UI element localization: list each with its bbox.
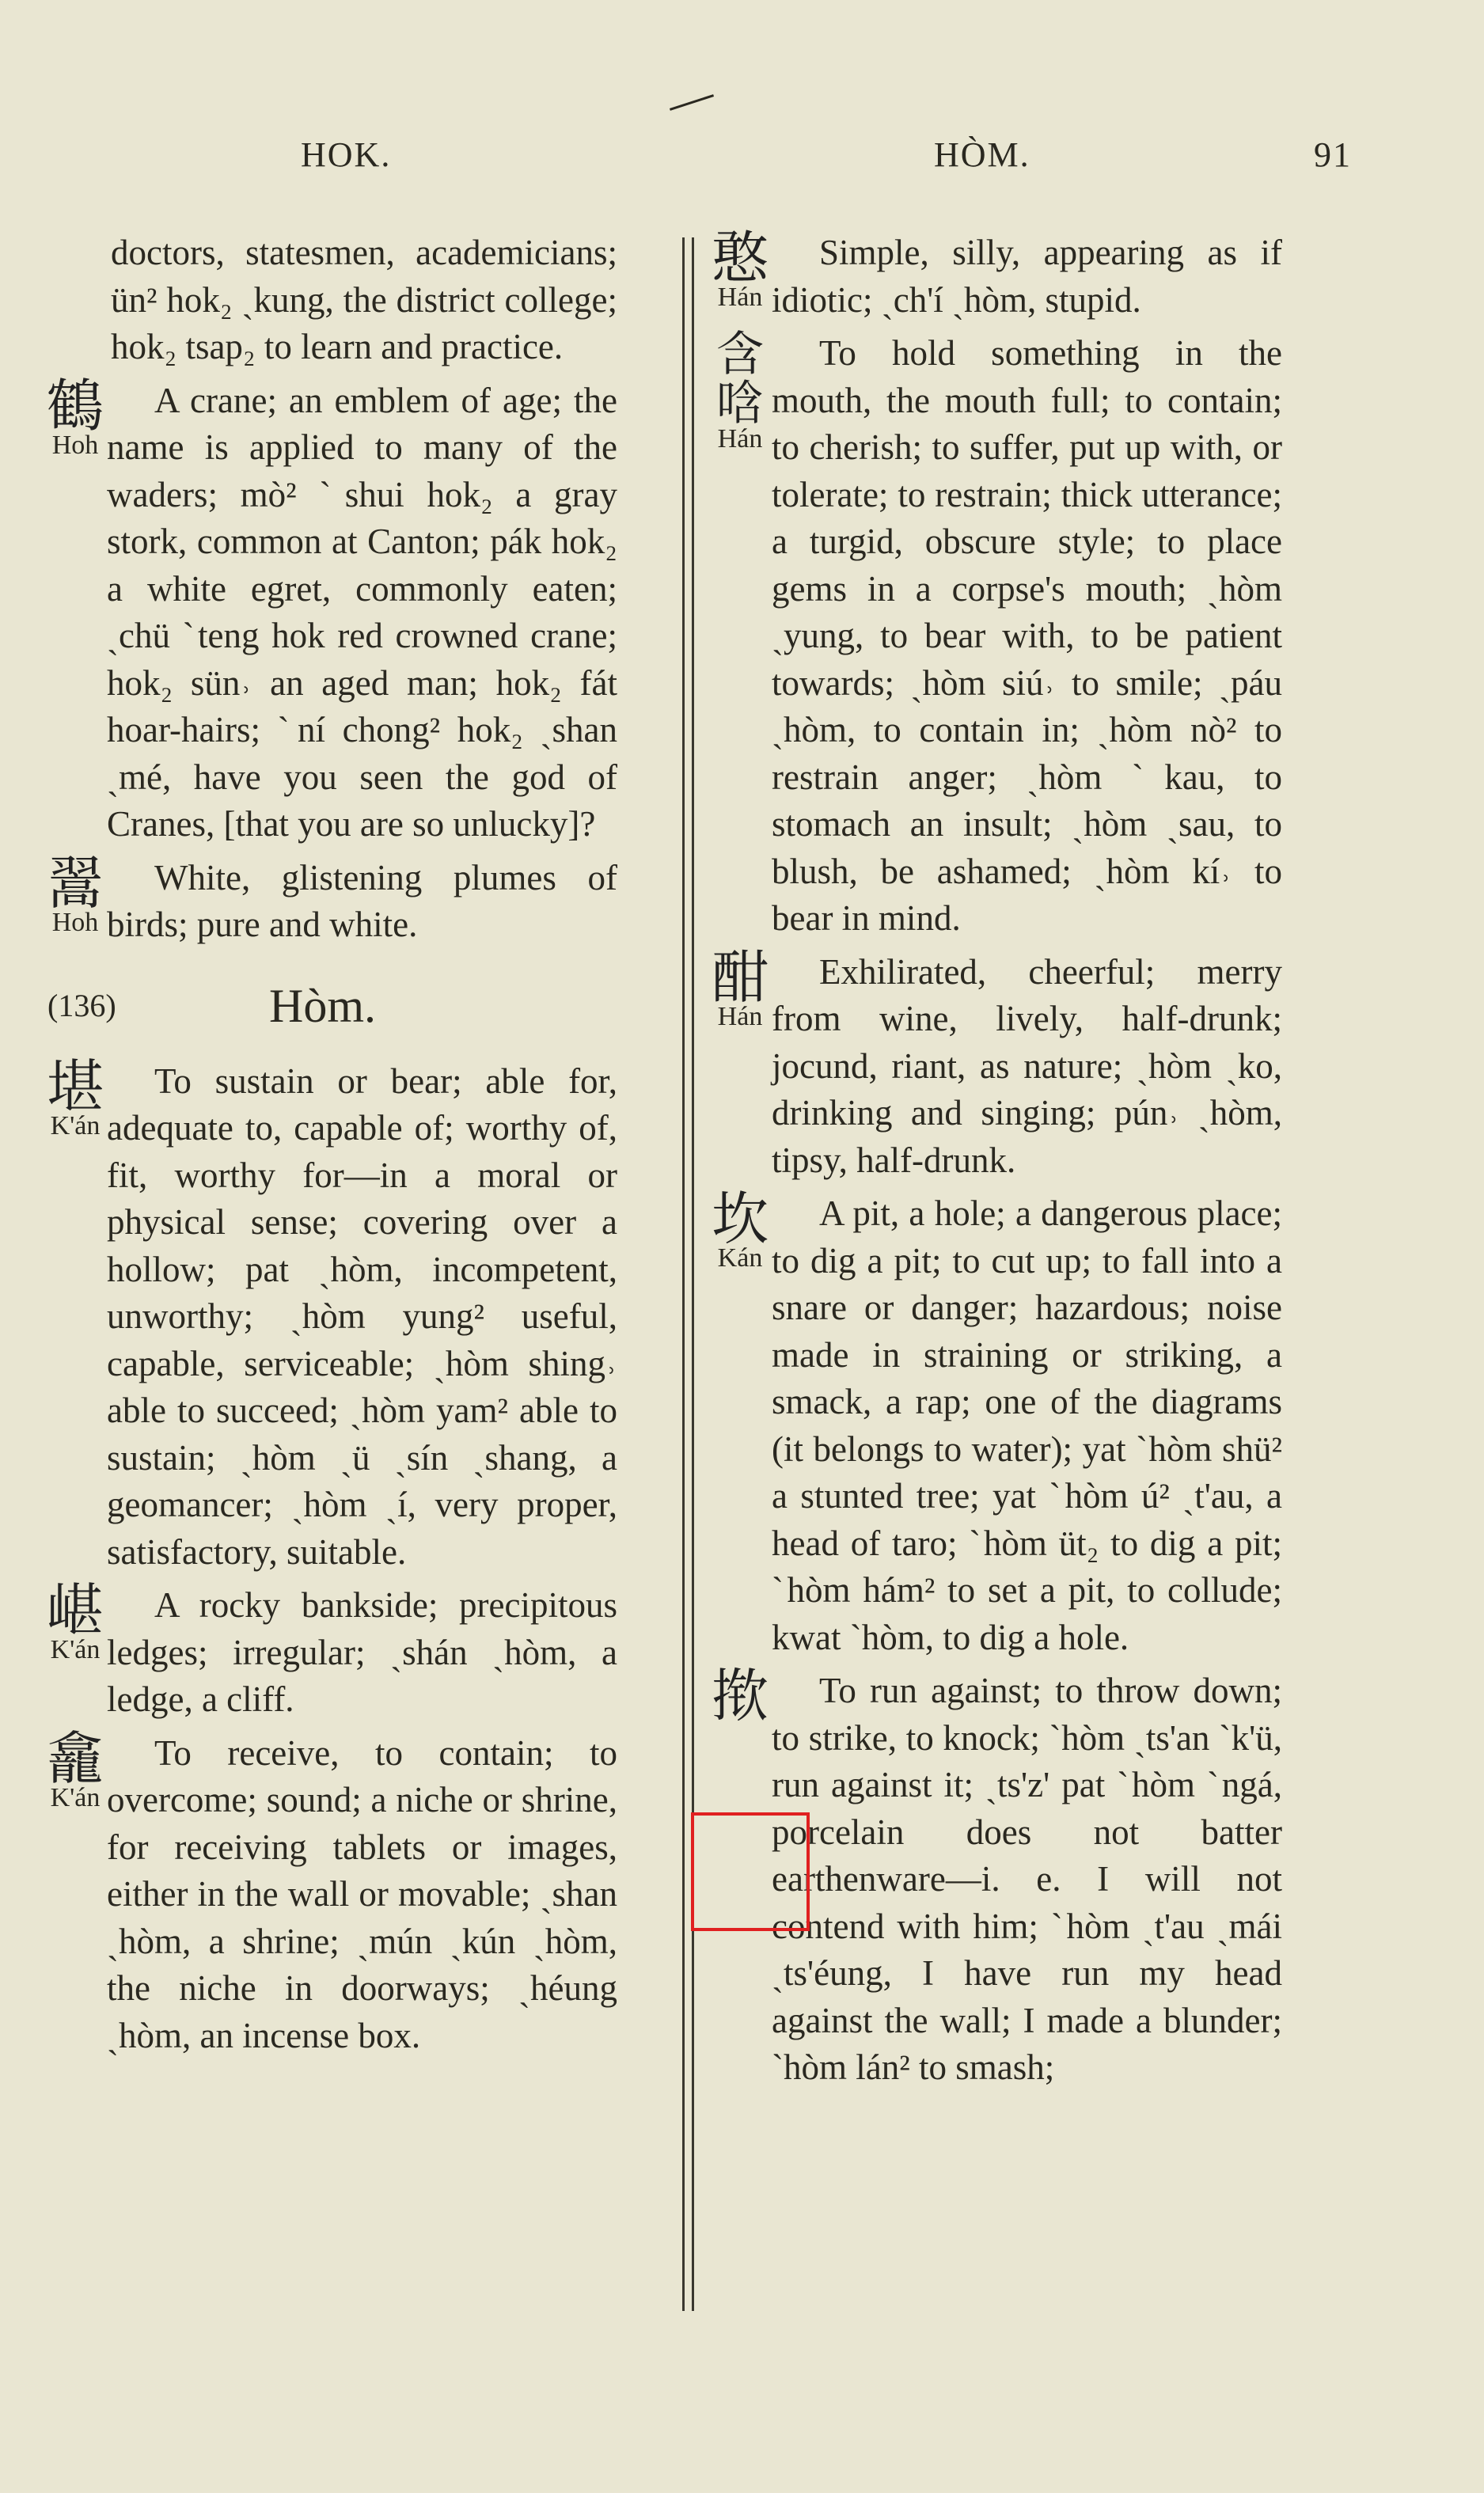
headword-character: 酣 [711,943,769,1011]
headword-character: 憨 [711,225,769,291]
headword [32,1053,119,1140]
entry-text: To hold something in the mouth, the mouth full; to contain; to cherish; to suffer, put up with, or tolerate; to restrain; thick utterance; a turgid, obscure style; to place gems in a corpse's mouth; ˏhòm ˏyung, to bear with, to be patient towards; ˏhòm siú˒ to smile; ˏpáu ˏhòm, to contain in; ˏhòm nò² to restrain anger; ˏhòm ˋkau, to stomach an insult; ˏhòm ˏsau, to blush, be ashamed; ˏhòm kí˒ to bear in mind. [772,333,1282,938]
headword-character: 嵁 [46,1577,104,1644]
column-divider [692,237,694,2311]
entry-text: Simple, silly, appearing as if idiotic; ˏch'í ˏhòm, stupid. [772,233,1282,320]
entry-kan-rocky [32,1577,617,1724]
headword-character: 坎 [711,1186,769,1252]
headword [32,1725,119,1812]
entry-continued [32,230,617,371]
headword-character: 堪 [46,1053,104,1120]
headword-character: 鶴 [46,372,104,439]
headword [32,1577,119,1664]
headword-romanization: K'án [50,1110,101,1140]
headword [696,943,784,1031]
headword-romanization: K'án [50,1782,101,1812]
entry-text: A rocky bankside; precipitous ledges; irregular; ˏshán ˏhòm, a ledge, a cliff. [107,1585,617,1719]
headword [696,225,784,312]
entry-text: doctors, statesmen, academicians; ün² hok₂ ˏkung, the district college; hok₂ tsap₂ to learn and practice. [111,233,617,366]
entry-hoh-crane [32,372,617,848]
entry-text: White, glistening plumes of birds; pure and white. [107,857,617,944]
headword [32,849,119,937]
entry-text: To run against; to throw down; to strike, to knock; ˋhòm ˏts'an ˋk'ü, run against it; ˏts'z' pat ˋhòm ˋngá, porcelain does not batter earthenware—i. e. I will not contend with him; ˋhòm ˏt'au ˏmái ˏts'éung, I have run my head against the wall; I made a blunder; ˋhòm lán² to smash; [772,1671,1282,2087]
page-number: 91 [1314,135,1352,174]
headword [696,1186,784,1273]
ink-mark [670,94,714,111]
entry-text: To sustain or bear; able for, adequate to, capable of; worthy of, fit, worthy for—in a moral or physical sense; covering over a hollow; pat ˏhòm, incompetent, unworthy; ˏhòm yung² useful, capable, serviceable; ˏhòm shing˒ able to succeed; ˏhòm yam² able to sustain; ˏhòm ˏü ˏsín ˏshang, a geomancer; ˏhòm ˏí, very proper, satisfactory, suitable. [107,1061,617,1572]
section-heading [32,955,617,1058]
column-divider [682,237,685,2311]
section-number: (136) [47,987,116,1023]
headword-romanization: Hán [717,1001,763,1031]
entry-han-silly [696,225,1282,324]
entry-text: A crane; an emblem of age; the name is applied to many of the waders; mò² ˋshui hok₂ a gray stork, common at Canton; pák hok₂ a white egret, commonly eaten; ˏchü ˋteng hok red crowned crane; hok₂ sün˒ an aged man; hok₂ fát hoar-hairs; ˋní chong² hok₂ ˏshan ˏmé, have you seen the god of Cranes, [that you are so unlucky]? [107,380,617,844]
entry-han-cheerful [696,943,1282,1185]
headword-romanization: K'án [50,1635,101,1664]
headword-romanization: Hán [717,424,763,453]
headword [32,372,119,460]
highlight-box [691,1812,810,1931]
headword-character: 翯 [46,849,104,916]
headword [696,327,784,453]
entry-hoh-plumes [32,849,617,949]
running-header-right: HÒM. [934,135,1030,174]
entry-text: To receive, to contain; to overcome; sound; a niche or shrine, for receiving tablets or images, either in the wall or movable; ˏshan ˏhòm, a shrine; ˏmún ˏkún ˏhòm, the niche in doorways; ˏhéung ˏhòm, an incense box. [107,1732,617,2055]
section-title: Hòm. [269,979,376,1032]
entry-kan-pit [696,1186,1282,1661]
entry-text: A pit, a hole; a dangerous place; to dig a pit; to cut up; to fall into a snare or danger; hazardous; noise made in straining or striking, a smack, a rap; one of the diagrams (it belongs to water); yat ˋhòm shü² a stunted tree; yat ˋhòm ú² ˏt'au, a head of taro; ˋhòm üt₂ to dig a pit; ˋhòm hám² to set a pit, to collude; kwat ˋhòm, to dig a hole. [772,1193,1282,1657]
headword-character: 含 唅 [716,327,764,431]
running-header-left: HOK. [301,135,392,174]
entry-kan-shrine [32,1725,617,2060]
headword-character: 揿 [711,1663,769,1729]
headword-romanization: Hoh [51,430,99,460]
headword-romanization: Hán [717,283,763,312]
headword-romanization: Hoh [51,907,99,937]
headword [696,1663,784,1729]
entry-han-hold [696,327,1282,943]
headword-character: 龕 [46,1725,104,1792]
left-column [32,230,617,2066]
headword-romanization: Kán [717,1243,763,1273]
entry-kan-sustain [32,1053,617,1577]
entry-text: Exhilirated, cheerful; merry from wine, lively, half-drunk; jocund, riant, as nature; ˏhòm ˏko, drinking and singing; pún˒ ˏhòm, tipsy, half-drunk. [772,951,1282,1180]
